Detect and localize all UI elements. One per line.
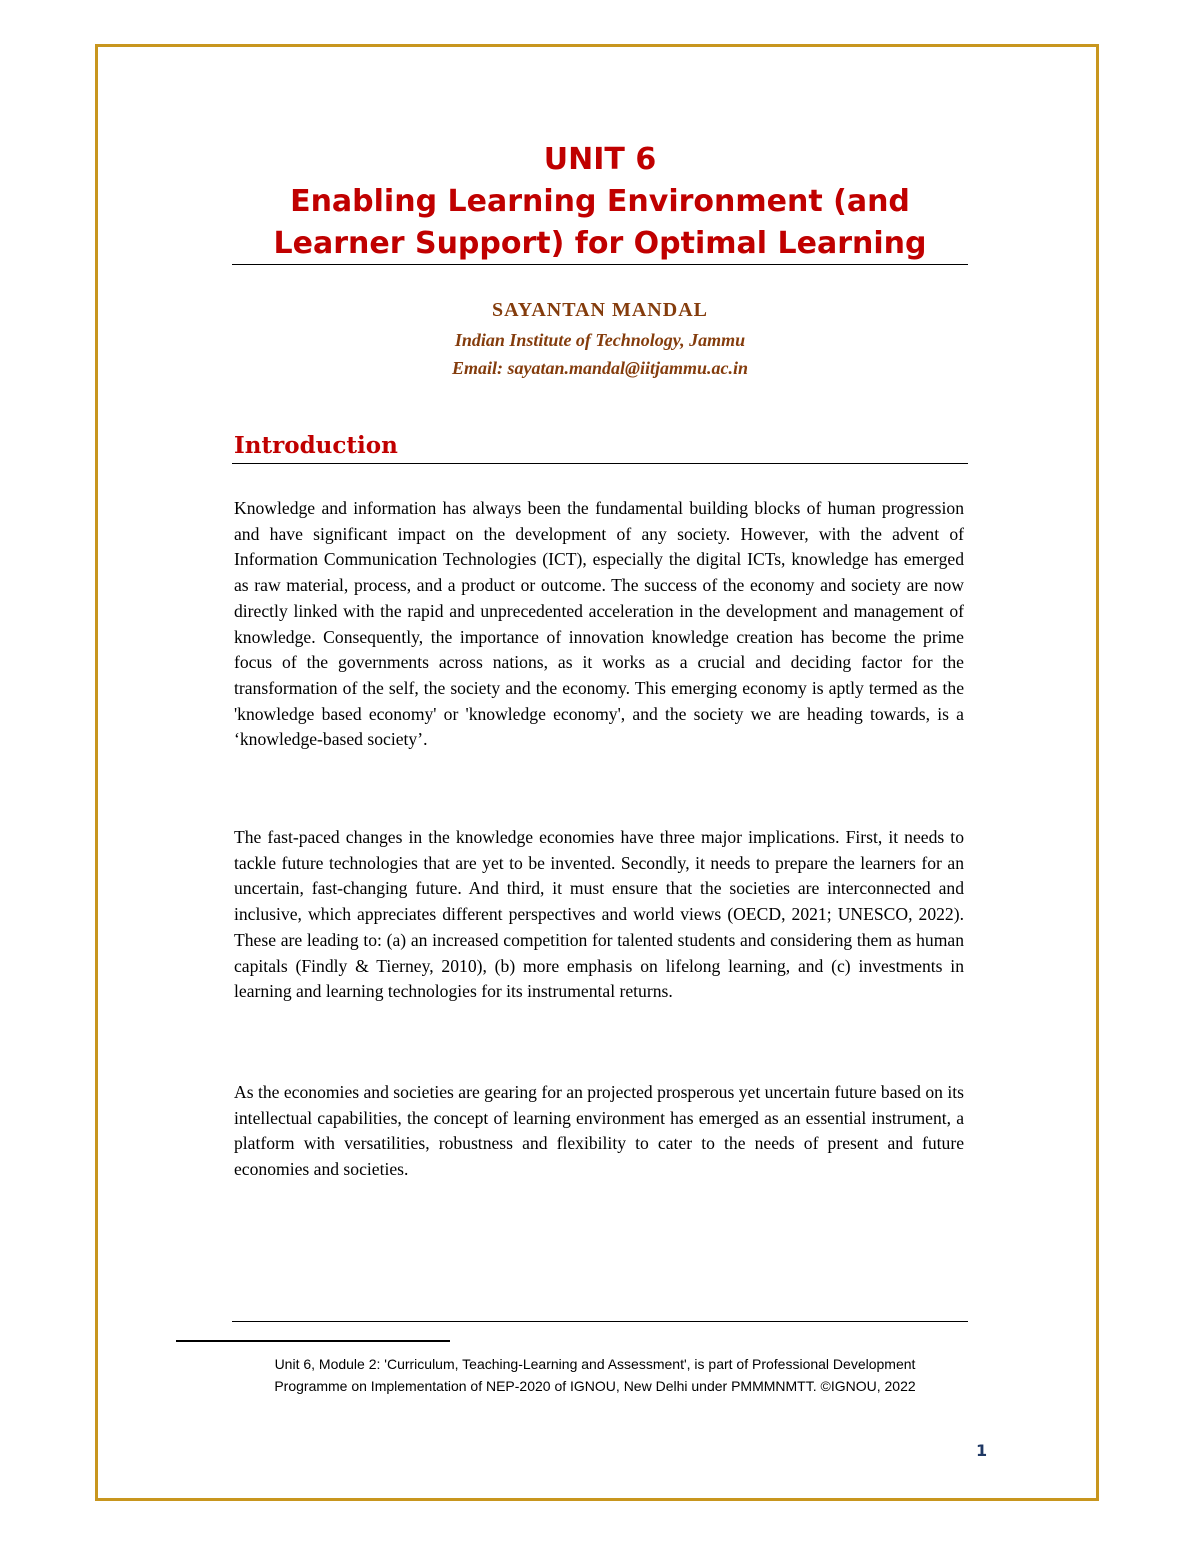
paragraph-2: The fast-paced changes in the knowledge economies have three major implications. First, it needs to tackle future technologies that are yet to be invented. Secondly, it needs to prepare the learners for an uncertain, fast-changing future. And third, it must ensure that the societies are interconnected and inclusive, which appreciates different perspectives and world views (OECD, 2021; UNESCO, 2022). These are leading to: (a) an increased competition for talented students and considering them as human capitals (Findly & Tierney, 2010), (b) more emphasis on lifelong learning, and (c) investments in learning and learning technologies for its instrumental returns.: [234, 827, 964, 1002]
paragraph-1: Knowledge and information has always been the fundamental building blocks of human progression and have significant impact on the development of any society. However, with the advent of Information Communication Technologies (ICT), especially the digital ICTs, knowledge has emerged as raw material, process, and a product or outcome. The success of the economy and society are now directly linked with the rapid and unprecedented acceleration in the development and management of knowledge. Consequently, the importance of innovation knowledge creation has become the prime focus of the governments across nations, as it works as a crucial and deciding factor for the transformation of the self, the society and the economy. This emerging economy is aptly termed as the 'knowledge based economy' or 'knowledge economy', and the society we are heading towards, is a ‘knowledge-based society’.: [234, 498, 964, 750]
title-rule: [232, 264, 968, 265]
author-institution: Indian Institute of Technology, Jammu: [454, 330, 746, 350]
title-line-2: Enabling Learning Environment (and: [290, 184, 910, 219]
footnote-line-1: Unit 6, Module 2: 'Curriculum, Teaching-Learning and Assessment', is part of Professional Development: [274, 1356, 916, 1372]
author-email: Email: sayatan.mandal@iitjammu.ac.in: [451, 358, 748, 378]
footnote-line-2: Programme on Implementation of NEP-2020 of IGNOU, New Delhi under PMMMNMTT. ©IGNOU, 2022: [274, 1378, 916, 1394]
unit-title: [232, 139, 968, 265]
title-line-3: Learner Support) for Optimal Learning: [273, 226, 927, 261]
section-heading: Introduction: [234, 432, 398, 459]
title-line-1: UNIT 6: [543, 142, 657, 177]
footnote: [150, 1353, 1040, 1397]
heading-rule: [232, 463, 968, 464]
paragraph-3: As the economies and societies are gearing for an projected prosperous yet uncertain future based on its intellectual capabilities, the concept of learning environment has emerged as an essential instrument, a platform with versatilities, robustness and flexibility to cater to the needs of present and future economies and societies.: [234, 1082, 964, 1180]
bottom-rule: [232, 1321, 968, 1322]
page-number: 1: [976, 1441, 988, 1460]
author-name: SAYANTAN MANDAL: [492, 299, 708, 321]
footnote-separator: [176, 1340, 450, 1342]
